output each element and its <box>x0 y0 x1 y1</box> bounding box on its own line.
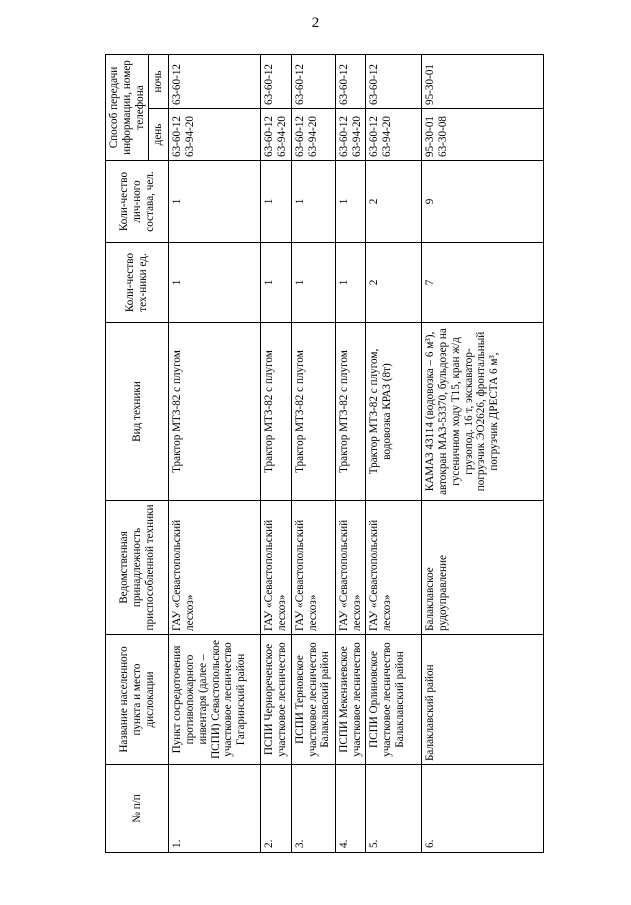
header-num: № п/п <box>106 765 169 853</box>
row-day <box>169 109 261 161</box>
row-dept: Балаклавское рудоуправление <box>422 501 544 635</box>
row-dept: ГАУ «Севастопольский лесхоз» <box>169 501 261 635</box>
day-phone: 63-94-20 <box>381 115 394 157</box>
day-phone: 63-60-12 <box>263 115 276 157</box>
day-phone: 63-30-08 <box>437 115 450 157</box>
row-day <box>366 109 422 161</box>
row-name: ПСПИ Орлиновское участковое лесничество Балаклавский район <box>366 635 422 765</box>
row-name: ПСПИ Мекензиевское участковое лесничество <box>335 635 366 765</box>
row-day <box>335 109 366 161</box>
row-qty-tech: 2 <box>366 243 422 323</box>
header-name: Название населенного пункта и место дислокации <box>106 635 169 765</box>
row-qty-pers: 9 <box>422 161 544 243</box>
row-num: 6. <box>422 765 544 853</box>
row-qty-tech: 1 <box>335 243 366 323</box>
header-night: ночь <box>149 54 169 108</box>
header-type: Вид техники <box>106 323 169 501</box>
row-name: ПСПИ Чернореченское участковое лесничество <box>261 635 292 765</box>
row-type: Трактор МТЗ-82 с плугом <box>335 323 366 501</box>
table-row <box>366 54 422 852</box>
day-phone: 63-94-20 <box>276 115 289 157</box>
day-phone: 63-94-20 <box>350 115 363 157</box>
row-qty-pers: 1 <box>335 161 366 243</box>
header-comm: Способ передачи информации, номер телефона <box>106 54 149 160</box>
row-night: 95-30-01 <box>422 54 544 108</box>
day-phone: 63-94-20 <box>184 115 197 157</box>
page-number: 2 <box>311 15 320 31</box>
table-row <box>335 54 366 852</box>
row-qty-pers: 1 <box>291 161 335 243</box>
row-night: 63-60-12 <box>169 54 261 108</box>
day-phone: 63-60-12 <box>293 115 306 157</box>
row-type: КАМАЗ 43114 (водовозка – 6 м³), автокран МАЗ-53370, бульдозер на гусеничном ходу Т15, кран ж/д грузопод. 16 т, экскаватор-погрузчик ЭО2626, фронтальный погрузчик ДРЕСТА 6 м³, <box>422 323 544 501</box>
row-qty-pers: 1 <box>261 161 292 243</box>
row-name: ПСПИ Терновское участковое лесничество Балаклавский район <box>291 635 335 765</box>
table-row <box>291 54 335 852</box>
row-type: Трактор МТЗ-82 с плугом <box>291 323 335 501</box>
header-qty-tech: Коли-чество тех-ники ед. <box>106 243 169 323</box>
row-qty-tech: 1 <box>261 243 292 323</box>
row-qty-tech: 7 <box>422 243 544 323</box>
table-row <box>422 54 544 852</box>
row-qty-tech: 1 <box>169 243 261 323</box>
equipment-table <box>105 54 544 853</box>
row-type: Трактор МТЗ-82 с плугом <box>169 323 261 501</box>
day-phone: 63-60-12 <box>171 115 184 157</box>
day-phone: 63-94-20 <box>306 115 319 157</box>
row-day <box>261 109 292 161</box>
header-day: день <box>149 109 169 161</box>
row-day <box>291 109 335 161</box>
table-row <box>261 54 292 852</box>
day-phone: 63-60-12 <box>368 115 381 157</box>
row-night: 63-60-12 <box>366 54 422 108</box>
day-phone: 63-60-12 <box>337 115 350 157</box>
row-night: 63-60-12 <box>335 54 366 108</box>
row-num: 3. <box>291 765 335 853</box>
row-num: 4. <box>335 765 366 853</box>
row-num: 5. <box>366 765 422 853</box>
row-type: Трактор МТЗ-82 с плугом, водовозка КРАЗ (8т) <box>366 323 422 501</box>
rotated-table-container <box>105 55 529 853</box>
row-dept: ГАУ «Севастопольский лесхоз» <box>291 501 335 635</box>
table-row <box>169 54 261 852</box>
row-num: 1. <box>169 765 261 853</box>
row-dept: ГАУ «Севастопольский лесхоз» <box>335 501 366 635</box>
row-num: 2. <box>261 765 292 853</box>
row-dept: ГАУ «Севастопольский лесхоз» <box>366 501 422 635</box>
row-name: Пункт сосредоточения противопожарного инвентаря (далее – ПСПИ) Севастопольское участковое лесничество Гагаринский район <box>169 635 261 765</box>
row-name: Балаклавский район <box>422 635 544 765</box>
day-phone: 95-30-01 <box>424 115 437 157</box>
row-qty-tech: 1 <box>291 243 335 323</box>
row-night: 63-60-12 <box>291 54 335 108</box>
header-qty-pers: Коли-чество лич-ного состава, чел. <box>106 161 169 243</box>
row-day <box>422 109 544 161</box>
row-qty-pers: 1 <box>169 161 261 243</box>
header-dept: Ведомственная принадлежность приспособленной техники <box>106 501 169 635</box>
row-night: 63-60-12 <box>261 54 292 108</box>
row-dept: ГАУ «Севастопольский лесхоз» <box>261 501 292 635</box>
row-type: Трактор МТЗ-82 с плугом <box>261 323 292 501</box>
row-qty-pers: 2 <box>366 161 422 243</box>
